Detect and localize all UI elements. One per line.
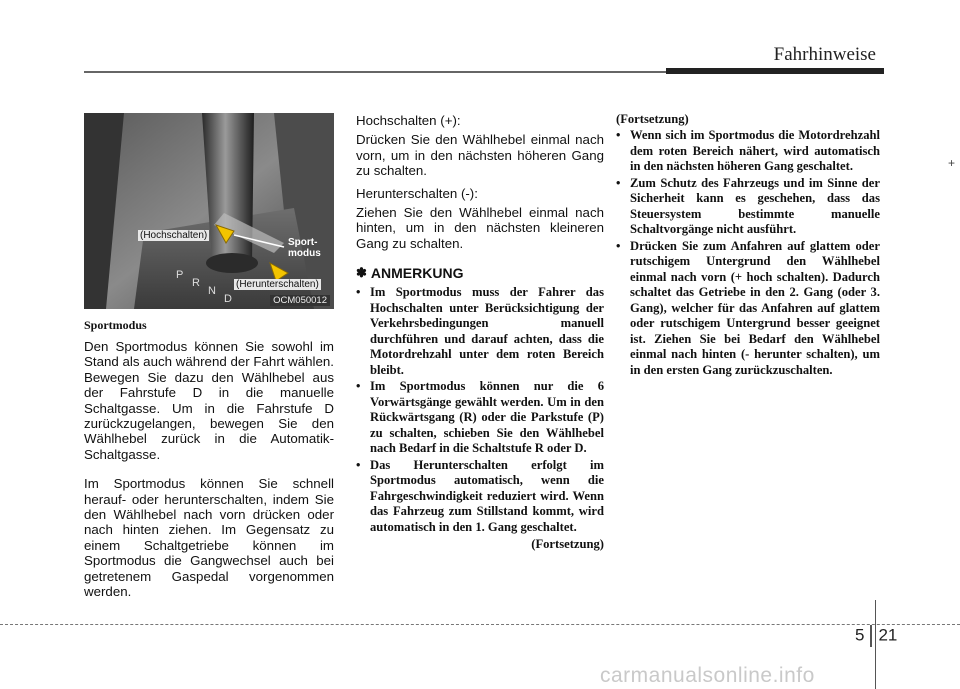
column-right — [616, 112, 880, 379]
page-header-title: Fahrhinweise — [773, 44, 876, 65]
continued-marker: (Fortsetzung) — [531, 537, 604, 552]
downshift-text: Ziehen Sie den Wählhebel einmal nach hinten, um in den nächsten kleineren Gang zu schalten. — [356, 205, 604, 251]
continued-header: (Fortsetzung) — [616, 112, 689, 126]
note-bullet-text: Das Herunterschalten erfolgt im Sportmodus automatisch, wenn die Fahrgeschwindigkeit reduziert wird. Wenn das Fahrzeug zum Stillstand kommt, wird automatisch in den 1. Gang geschaltet. — [370, 457, 604, 534]
sport-mode-label: Sport- modus — [288, 237, 321, 259]
note-bullet-text: Im Sportmodus muss der Fahrer das Hochschalten unter Berücksichtigung der Verkehrsbedingungen manuell durchführen und darauf achten, dass die Motordrehzahl unter dem roten Bereich bleibt. — [370, 285, 604, 377]
note-bullet: • Im Sportmodus muss der Fahrer das Hochschalten unter Berücksichtigung der Verkehrsbedingungen manuell durchführen und darauf achten, dass die Motordrehzahl unter dem roten Bereich bleibt. — [356, 285, 604, 377]
note-bullet-list — [356, 285, 604, 535]
upshift-title: Hochschalten (+): — [356, 113, 461, 128]
continued-bullet-list — [616, 128, 880, 378]
figure-code: OCM050012 — [270, 295, 330, 306]
gear-letter-p: P — [176, 269, 184, 281]
header-rule-accent — [666, 68, 884, 74]
note-bullet: • Drücken Sie zum Anfahren auf glattem oder rutschigem Untergrund den Wählhebel einmal nach vorn (+ hoch schalten). Dadurch schaltet das Getriebe in den 2. Gang (oder 3. Gang), welcher für das Anfahren auf glattem oder rutschigem Untergrund besser geeignet ist. Ziehen Sie bei Bedarf den Wählhebel einmal nach hinten (- herunter schalten), um in den ersten Gang zurückzuschalten. — [616, 238, 880, 377]
note-bullet-text: Im Sportmodus können nur die 6 Vorwärtsgänge gewählt werden. Um in den Rückwärtsgang (R) oder die Parkstufe (P) zu schalten, schieben Sie den Wählhebel nach Bedarf in die Schaltstufe R oder D. — [370, 379, 604, 456]
note-bullet-text: Zum Schutz des Fahrzeugs und im Sinne der Sicherheit kann es geschehen, dass das Steuersystem bestimmte manuelle Schaltvorgänge nicht ausführt. — [630, 175, 880, 236]
note-bullet: • Zum Schutz des Fahrzeugs und im Sinne der Sicherheit kann es geschehen, dass das Steuersystem bestimmte manuelle Schaltvorgänge nicht ausführt. — [616, 175, 880, 236]
gear-letter-d: D — [224, 293, 232, 305]
note-bullet: • Im Sportmodus können nur die 6 Vorwärtsgänge gewählt werden. Um in den Rückwärtsgang (R) oder die Parkstufe (P) zu schalten, schieben Sie den Wählhebel nach Bedarf in die Schaltstufe R oder D. — [356, 379, 604, 456]
page-number — [855, 625, 897, 647]
section-heading-sportmodus: Sportmodus — [84, 318, 147, 332]
note-bullet-text: Wenn sich im Sportmodus die Motordrehzahl dem roten Bereich nähert, wird automatisch in den nächsten höheren Gang geschaltet. — [630, 128, 880, 173]
registration-mark: + — [948, 156, 956, 170]
column-middle — [356, 113, 604, 552]
downshift-title: Herunterschalten (-): — [356, 185, 478, 201]
paragraph-sportmodus-1: Den Sportmodus können Sie sowohl im Stand als auch während der Fahrt wählen. Bewegen Sie dazu den Wählhebel aus der Fahrstufe D in die manuelle Schaltgasse. Um in die Fahrstufe D zurückzugelangen, bewegen Sie den Wählhebel zurück in die Automatik-Schaltgasse. — [84, 339, 334, 462]
gear-shifter-photo — [84, 113, 334, 309]
downshift-label: (Herunterschalten) — [236, 279, 319, 290]
upshift-text: Drücken Sie den Wählhebel einmal nach vorn, um in den nächsten höheren Gang zu schalten. — [356, 132, 604, 179]
footer-rule — [0, 624, 960, 625]
note-bullet-text: Drücken Sie zum Anfahren auf glattem oder rutschigem Untergrund den Wählhebel einmal nach vorn (+ hoch schalten). Dadurch schaltet das Getriebe in den 2. Gang (oder 3. Gang), welcher für das Anfahren auf glattem oder rutschigem Untergrund besser geeignet ist. Ziehen Sie bei Bedarf den Wählhebel einmal nach hinten (- herunter schalten), um in den ersten Gang zurückzuschalten. — [630, 238, 880, 377]
watermark: carmanualsonline.info — [600, 664, 815, 687]
note-heading — [356, 265, 604, 281]
gear-letter-r: R — [192, 277, 200, 289]
page-number-value: 21 — [878, 625, 898, 645]
page-number-separator — [870, 625, 872, 647]
gear-letter-n: N — [208, 285, 216, 297]
upshift-label: (Hochschalten) — [140, 230, 208, 241]
chapter-number: 5 — [855, 625, 865, 645]
note-bullet: • Das Herunterschalten erfolgt im Sportmodus automatisch, wenn die Fahrgeschwindigkeit reduziert wird. Wenn das Fahrzeug zum Stillstand kommt, wird automatisch in den 1. Gang geschaltet. — [356, 457, 604, 534]
column-left — [84, 318, 334, 607]
note-bullet: • Wenn sich im Sportmodus die Motordrehzahl dem roten Bereich nähert, wird automatisch in den nächsten höheren Gang geschaltet. — [616, 128, 880, 173]
note-star-icon: ✽ — [356, 265, 367, 281]
paragraph-sportmodus-2: Im Sportmodus können Sie schnell herauf- oder herunterschalten, indem Sie den Wählhebel nach vorn drücken oder nach hinten ziehen. Im Gegensatz zu einem Schaltgetriebe können im Sportmodus die Gangwechsel auch bei getretenem Gaspedal vorgenommen werden. — [84, 476, 334, 600]
note-heading-label: ANMERKUNG — [370, 265, 464, 282]
